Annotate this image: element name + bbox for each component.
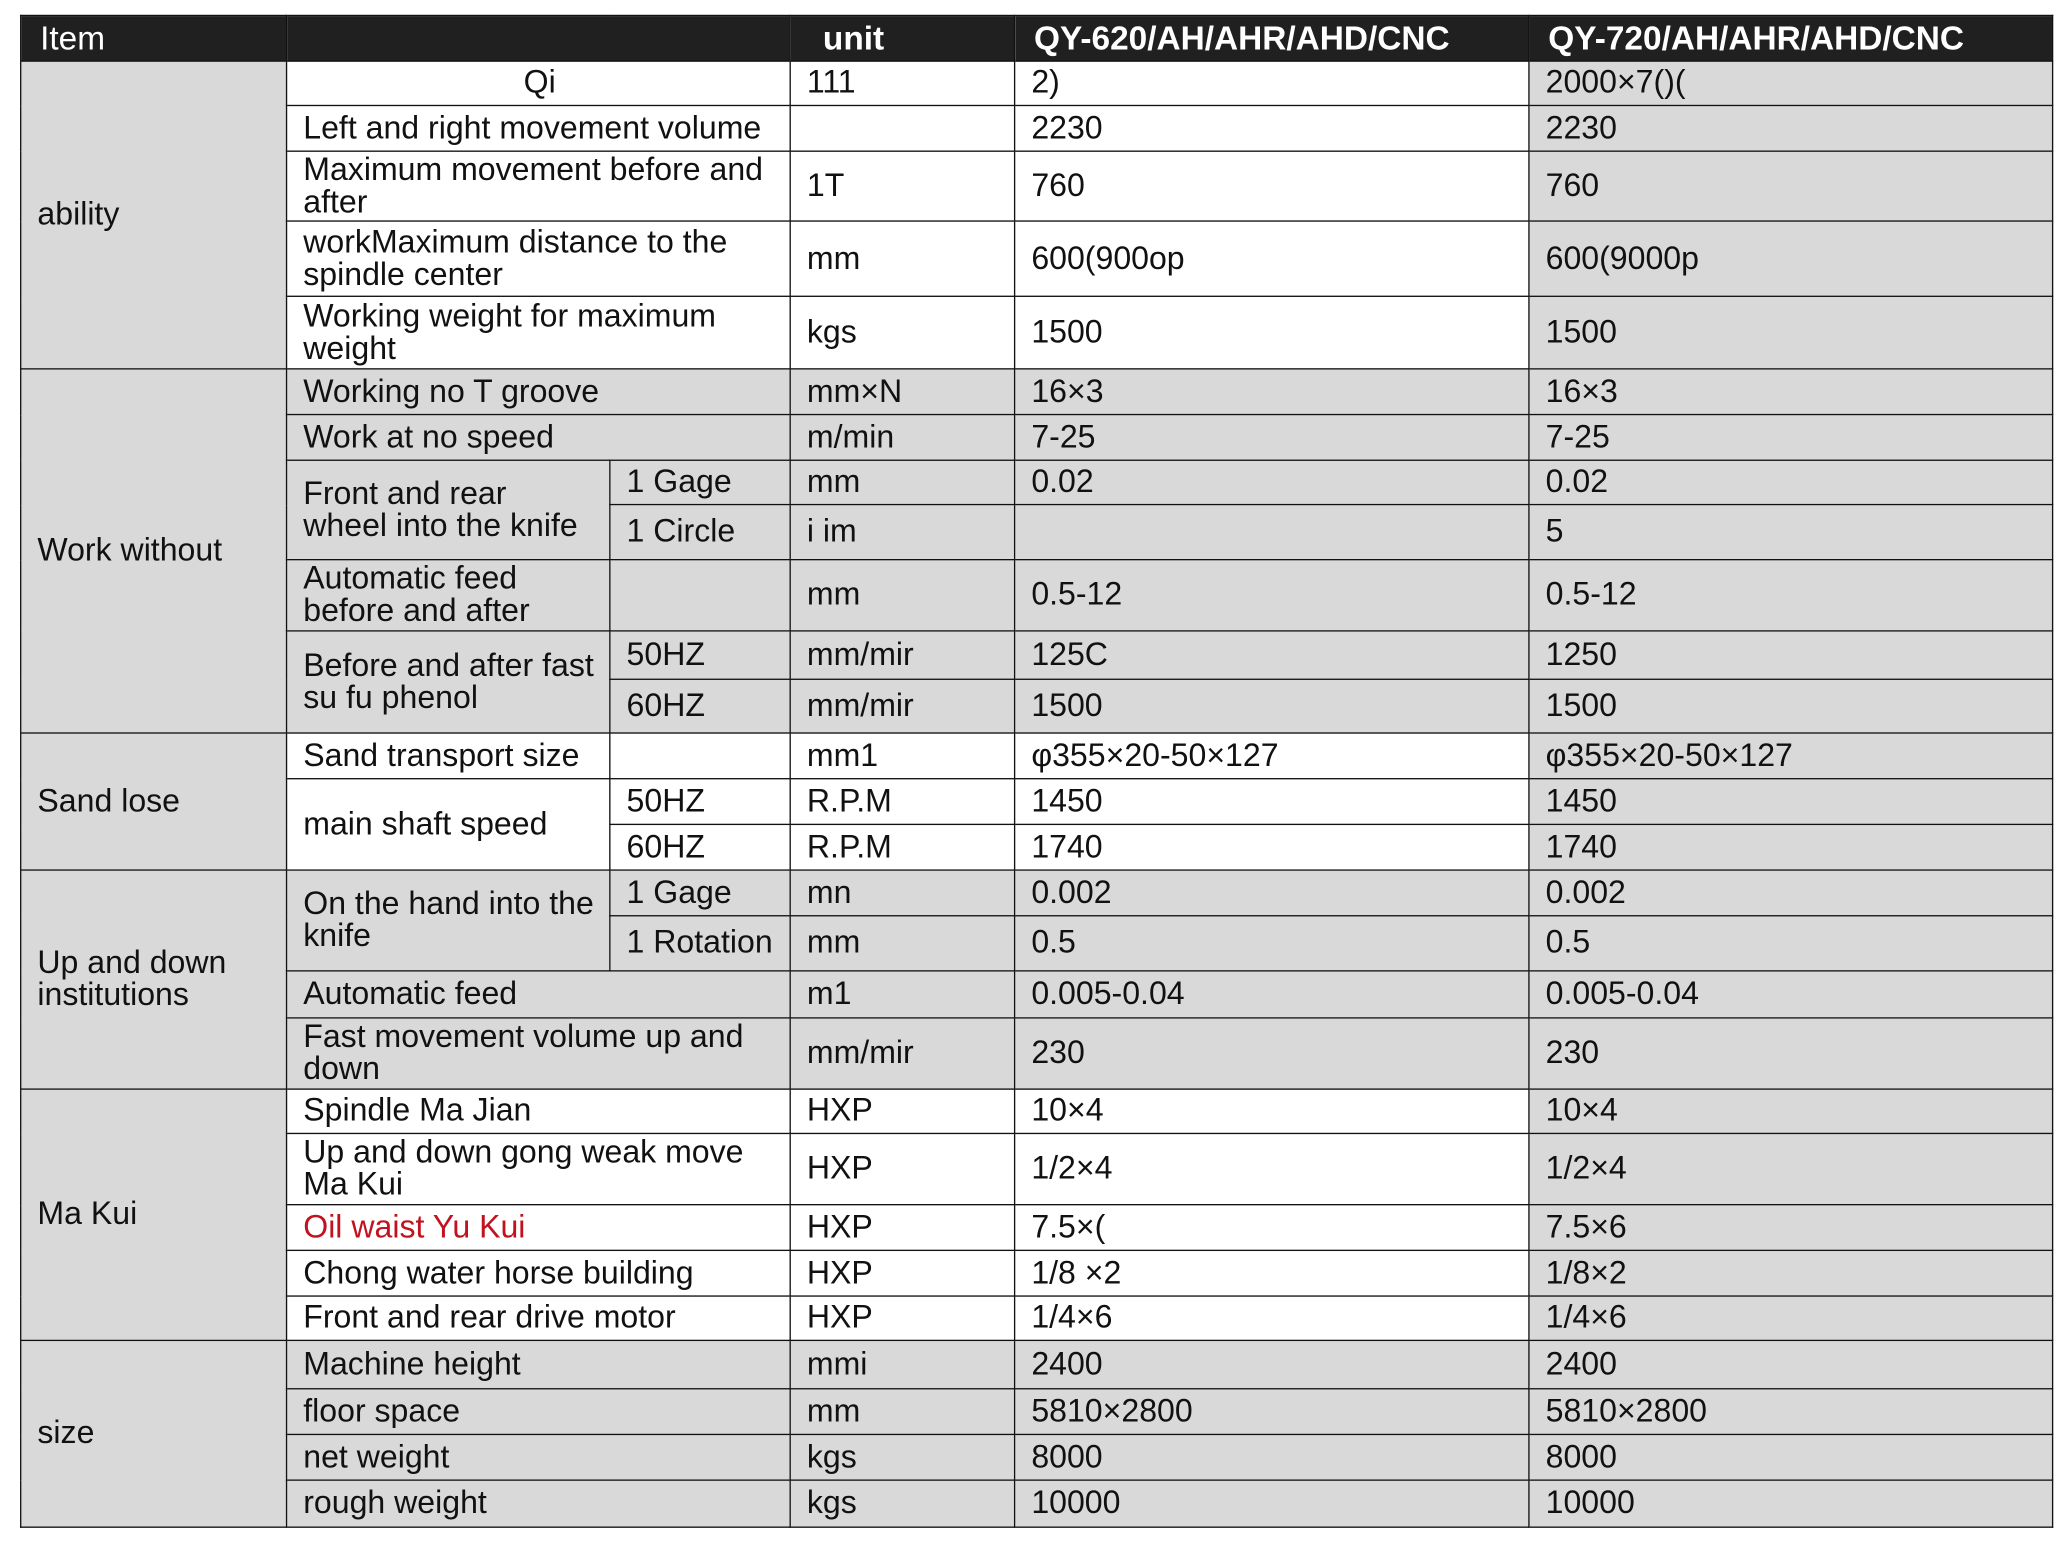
row-value-720: 5 xyxy=(1529,505,2053,560)
row-value-720: 1500 xyxy=(1529,679,2053,733)
table-row xyxy=(21,460,2053,504)
spec-table xyxy=(20,15,2053,1528)
row-value-620: 8000 xyxy=(1015,1434,1529,1480)
row-value-720: 760 xyxy=(1529,151,2053,221)
table-row xyxy=(21,1340,2053,1388)
row-unit: HXP xyxy=(790,1205,1014,1251)
row-value-720: 1/2×4 xyxy=(1529,1133,2053,1204)
row-label: Before and after fast su fu phenol xyxy=(287,631,610,733)
row-value-720: 0.005-0.04 xyxy=(1529,971,2053,1018)
row-unit: i im xyxy=(790,505,1014,560)
row-label: floor space xyxy=(287,1389,791,1435)
row-value-620: 230 xyxy=(1015,1018,1529,1089)
row-value-720: 10000 xyxy=(1529,1480,2053,1527)
row-value-620: 1/8 ×2 xyxy=(1015,1250,1529,1296)
row-value-620: 7-25 xyxy=(1015,415,1529,461)
row-unit: kgs xyxy=(790,1480,1014,1527)
row-label: Work at no speed xyxy=(287,415,791,461)
row-unit: mm xyxy=(790,1389,1014,1435)
row-value-620: 1740 xyxy=(1015,824,1529,870)
row-value-620: 760 xyxy=(1015,151,1529,221)
row-label: net weight xyxy=(287,1434,791,1480)
row-label: Qi xyxy=(287,61,791,105)
row-value-620: 0.02 xyxy=(1015,460,1529,504)
table-row xyxy=(21,369,2053,415)
row-value-620: 16×3 xyxy=(1015,369,1529,415)
row-value-720: 1/4×6 xyxy=(1529,1296,2053,1340)
table-row xyxy=(21,1205,2053,1251)
row-value-720: 10×4 xyxy=(1529,1089,2053,1133)
row-unit: 1T xyxy=(790,151,1014,221)
row-value-720: 2400 xyxy=(1529,1340,2053,1388)
row-unit: HXP xyxy=(790,1133,1014,1204)
row-value-620: 10×4 xyxy=(1015,1089,1529,1133)
row-label: Oil waist Yu Kui xyxy=(287,1205,791,1251)
row-value-720: 1740 xyxy=(1529,824,2053,870)
row-unit: mm/mir xyxy=(790,679,1014,733)
row-value-620: 0.5-12 xyxy=(1015,560,1529,631)
row-label: Automatic feed xyxy=(287,971,791,1018)
row-label: Front and rear wheel into the knife xyxy=(287,460,610,559)
table-row xyxy=(21,296,2053,369)
row-unit: R.P.M xyxy=(790,779,1014,825)
row-value-620 xyxy=(1015,505,1529,560)
table-row xyxy=(21,870,2053,916)
table-row xyxy=(21,1018,2053,1089)
row-unit: mmi xyxy=(790,1340,1014,1388)
row-label: Sand transport size xyxy=(287,733,610,779)
row-value-620: 5810×2800 xyxy=(1015,1389,1529,1435)
table-row xyxy=(21,151,2053,221)
row-unit: 111 xyxy=(790,61,1014,105)
table-row xyxy=(21,1389,2053,1435)
row-sublabel: 1 Gage xyxy=(610,460,790,504)
row-unit: kgs xyxy=(790,1434,1014,1480)
row-unit: mm xyxy=(790,916,1014,971)
header-model-720: QY-720/AH/AHR/AHD/CNC xyxy=(1529,15,2053,61)
header-spacer xyxy=(287,15,791,61)
row-value-720: 8000 xyxy=(1529,1434,2053,1480)
table-row xyxy=(21,631,2053,679)
section-sand: Sand lose xyxy=(21,733,287,870)
row-label: rough weight xyxy=(287,1480,791,1527)
row-label: Machine height xyxy=(287,1340,791,1388)
row-value-720: 1500 xyxy=(1529,296,2053,369)
section-size: size xyxy=(21,1340,287,1527)
row-sublabel: 50HZ xyxy=(610,779,790,825)
row-unit: mm/mir xyxy=(790,631,1014,679)
row-sublabel-empty xyxy=(610,560,790,631)
row-value-720: 1250 xyxy=(1529,631,2053,679)
table-row xyxy=(21,61,2053,105)
row-label: Left and right movement volume xyxy=(287,105,791,151)
table-row xyxy=(21,1133,2053,1204)
row-value-620: 1450 xyxy=(1015,779,1529,825)
section-ability: ability xyxy=(21,61,287,369)
row-value-620: 0.005-0.04 xyxy=(1015,971,1529,1018)
row-value-720: φ355×20-50×127 xyxy=(1529,733,2053,779)
row-label: main shaft speed xyxy=(287,779,610,870)
row-value-720: 0.5-12 xyxy=(1529,560,2053,631)
row-sublabel: 50HZ xyxy=(610,631,790,679)
row-value-620: 2) xyxy=(1015,61,1529,105)
row-sublabel-empty xyxy=(610,733,790,779)
table-header xyxy=(21,15,2053,61)
row-label: On the hand into the knife xyxy=(287,870,610,971)
row-value-620: 600(900op xyxy=(1015,221,1529,296)
row-value-720: 230 xyxy=(1529,1018,2053,1089)
row-value-620: 1500 xyxy=(1015,679,1529,733)
row-sublabel: 1 Gage xyxy=(610,870,790,916)
row-value-620: 0.002 xyxy=(1015,870,1529,916)
header-unit: unit xyxy=(790,15,1014,61)
row-value-720: 0.02 xyxy=(1529,460,2053,504)
row-unit: R.P.M xyxy=(790,824,1014,870)
row-unit: m/min xyxy=(790,415,1014,461)
row-unit: HXP xyxy=(790,1250,1014,1296)
table-row xyxy=(21,415,2053,461)
row-value-620: 10000 xyxy=(1015,1480,1529,1527)
row-value-720: 0.5 xyxy=(1529,916,2053,971)
row-unit: m1 xyxy=(790,971,1014,1018)
table-row xyxy=(21,971,2053,1018)
row-value-720: 1450 xyxy=(1529,779,2053,825)
table-row xyxy=(21,1296,2053,1340)
table-row xyxy=(21,560,2053,631)
row-value-720: 1/8×2 xyxy=(1529,1250,2053,1296)
row-sublabel: 1 Circle xyxy=(610,505,790,560)
row-value-720: 2000×7()( xyxy=(1529,61,2053,105)
row-label: Fast movement volume up and down xyxy=(287,1018,791,1089)
row-unit: mm xyxy=(790,221,1014,296)
row-sublabel: 60HZ xyxy=(610,824,790,870)
row-label: Up and down gong weak move Ma Kui xyxy=(287,1133,791,1204)
row-value-720: 7-25 xyxy=(1529,415,2053,461)
row-value-620: φ355×20-50×127 xyxy=(1015,733,1529,779)
row-value-720: 600(9000p xyxy=(1529,221,2053,296)
row-unit: mm xyxy=(790,460,1014,504)
row-value-720: 5810×2800 xyxy=(1529,1389,2053,1435)
row-unit: HXP xyxy=(790,1296,1014,1340)
row-label: Front and rear drive motor xyxy=(287,1296,791,1340)
row-unit: mn xyxy=(790,870,1014,916)
row-value-620: 2400 xyxy=(1015,1340,1529,1388)
header-model-620: QY-620/AH/AHR/AHD/CNC xyxy=(1015,15,1529,61)
table-row xyxy=(21,1089,2053,1133)
row-value-720: 2230 xyxy=(1529,105,2053,151)
header-item: Item xyxy=(21,15,287,61)
row-value-720: 7.5×6 xyxy=(1529,1205,2053,1251)
row-label: Spindle Ma Jian xyxy=(287,1089,791,1133)
row-unit: HXP xyxy=(790,1089,1014,1133)
row-unit xyxy=(790,105,1014,151)
row-value-620: 2230 xyxy=(1015,105,1529,151)
section-updown: Up and down institutions xyxy=(21,870,287,1089)
row-unit: mm xyxy=(790,560,1014,631)
table-row xyxy=(21,733,2053,779)
row-label: Maximum movement before and after xyxy=(287,151,791,221)
table-row xyxy=(21,1250,2053,1296)
table-row xyxy=(21,105,2053,151)
table-row xyxy=(21,1480,2053,1527)
row-value-620: 125C xyxy=(1015,631,1529,679)
section-work: Work without xyxy=(21,369,287,733)
row-unit: mm/mir xyxy=(790,1018,1014,1089)
row-sublabel: 1 Rotation xyxy=(610,916,790,971)
row-label: Automatic feed before and after xyxy=(287,560,610,631)
row-label: workMaximum distance to the spindle center xyxy=(287,221,791,296)
row-value-620: 7.5×( xyxy=(1015,1205,1529,1251)
section-makui: Ma Kui xyxy=(21,1089,287,1340)
row-value-720: 0.002 xyxy=(1529,870,2053,916)
row-label: Chong water horse building xyxy=(287,1250,791,1296)
row-unit: kgs xyxy=(790,296,1014,369)
row-value-620: 0.5 xyxy=(1015,916,1529,971)
row-unit: mm×N xyxy=(790,369,1014,415)
row-value-620: 1/2×4 xyxy=(1015,1133,1529,1204)
row-value-620: 1500 xyxy=(1015,296,1529,369)
row-label: Working weight for maximum weight xyxy=(287,296,791,369)
row-label: Working no T groove xyxy=(287,369,791,415)
table-row xyxy=(21,221,2053,296)
table-row xyxy=(21,1434,2053,1480)
row-value-620: 1/4×6 xyxy=(1015,1296,1529,1340)
row-value-720: 16×3 xyxy=(1529,369,2053,415)
table-row xyxy=(21,779,2053,825)
row-sublabel: 60HZ xyxy=(610,679,790,733)
row-unit: mm1 xyxy=(790,733,1014,779)
